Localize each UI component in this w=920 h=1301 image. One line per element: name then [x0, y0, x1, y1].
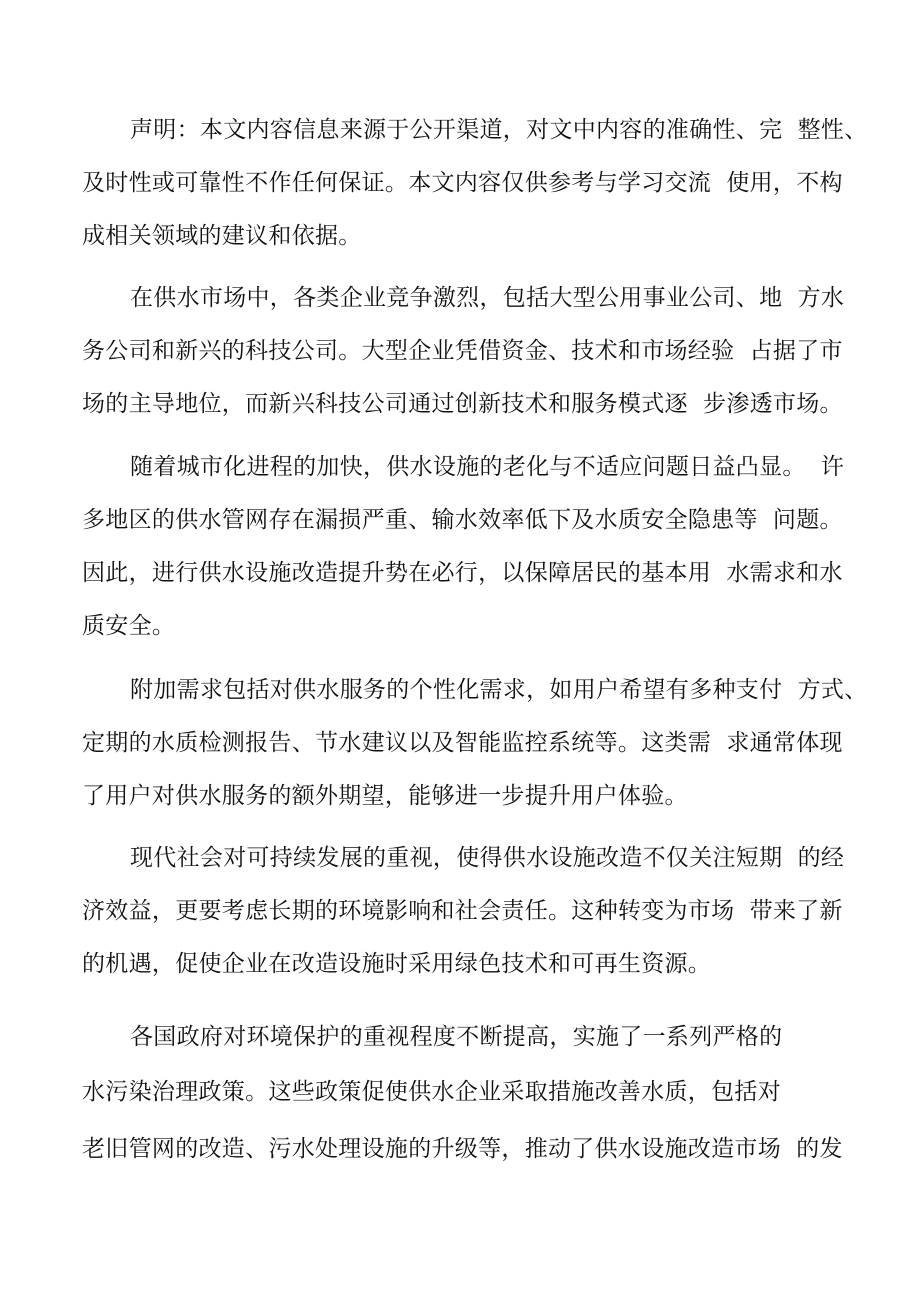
paragraph-3-line-4: 质安全。 [82, 613, 176, 639]
paragraph-1-line-1: 声明：本文内容信息来源于公开渠道，对文中内容的准确性、完 整性、 [130, 117, 868, 143]
paragraph-2-line-1: 在供水市场中，各类企业竞争激烈，包括大型公用事业公司、地 方水 [130, 285, 845, 311]
paragraph-6-line-3: 老旧管网的改造、污水处理设施的升级等，推动了供水设施改造市场 的发 [82, 1136, 843, 1162]
paragraph-2-line-2: 务公司和新兴的科技公司。大型企业凭借资金、技术和市场经验 占据了市 [82, 338, 843, 364]
paragraph-5-line-1: 现代社会对可持续发展的重视，使得供水设施改造不仅关注短期 的经 [130, 845, 845, 871]
paragraph-3-line-1: 随着城市化进程的加快，供水设施的老化与不适应问题日益凸显。 许 [130, 454, 845, 480]
paragraph-5-line-3: 的机遇，促使企业在改造设施时采用绿色技术和可再生资源。 [82, 951, 712, 977]
paragraph-5-line-2: 济效益，更要考虑长期的环境影响和社会责任。这种转变为市场 带来了新 [82, 898, 843, 924]
paragraph-6-line-2: 水污染治理政策。这些政策促使供水企业采取措施改善水质，包括对 [82, 1079, 781, 1105]
paragraph-4-line-2: 定期的水质检测报告、节水建议以及智能监控系统等。这类需 求通常体现 [82, 730, 843, 756]
paragraph-1-line-2: 及时性或可靠性不作任何保证。本文内容仅供参考与学习交流 使用，不构 [82, 170, 843, 196]
paragraph-6-line-1: 各国政府对环境保护的重视程度不断提高，实施了一系列严格的 [130, 1024, 783, 1050]
paragraph-1-line-3: 成相关领域的建议和依据。 [82, 223, 362, 249]
paragraph-3-line-3: 因此，进行供水设施改造提升势在必行，以保障居民的基本用 水需求和水 [82, 560, 843, 586]
paragraph-2-line-3: 场的主导地位，而新兴科技公司通过创新技术和服务模式逐 步渗透市场。 [82, 391, 843, 417]
paragraph-4-line-1: 附加需求包括对供水服务的个性化需求，如用户希望有多种支付 方式、 [130, 677, 868, 703]
paragraph-4-line-3: 了用户对供水服务的额外期望，能够进一步提升用户体验。 [82, 783, 688, 809]
paragraph-3-line-2: 多地区的供水管网存在漏损严重、输水效率低下及水质安全隐患等 问题。 [82, 507, 843, 533]
